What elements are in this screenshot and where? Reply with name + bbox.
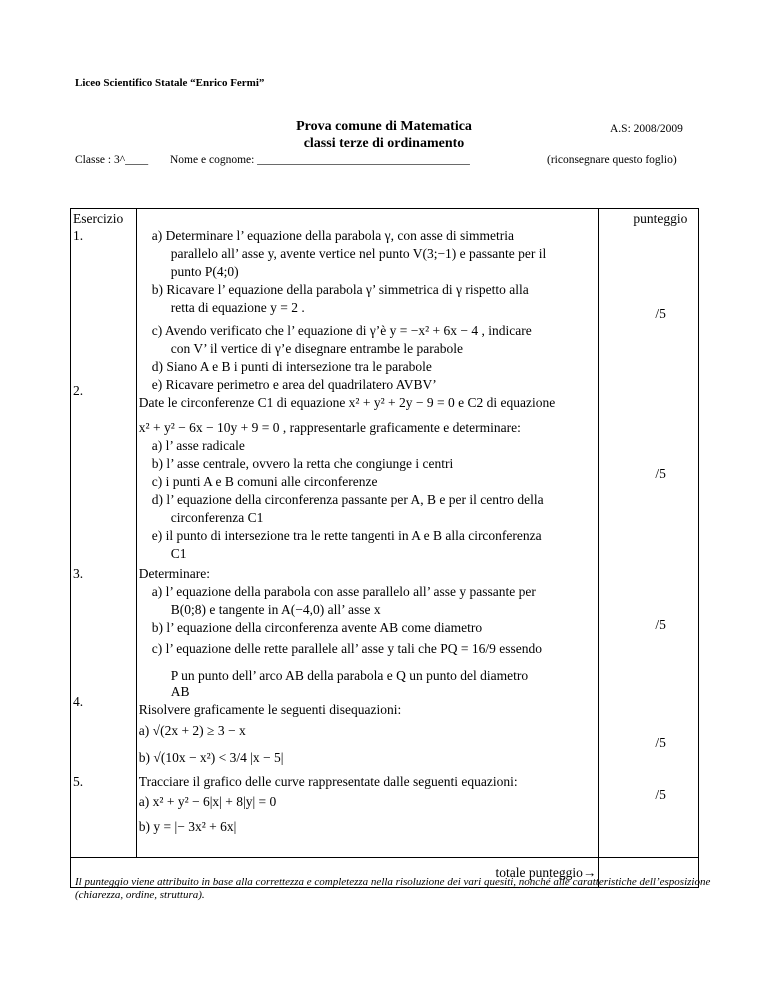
exercise-5-line: a) x² + y² − 6|x| + 8|y| = 0 <box>138 794 277 809</box>
score-slot: /5 <box>655 787 666 802</box>
exercise-table <box>70 208 699 888</box>
exercise-5-line: Tracciare il grafico delle curve rappresentate dalle seguenti equazioni: <box>138 774 518 789</box>
exercise-number: 4. <box>73 694 84 709</box>
exercise-1-line: parallelo all’ asse y, avente vertice nel punto V(3;−1) e passante per il <box>170 246 547 261</box>
exercise-2-line: b) l’ asse centrale, ovvero la retta che congiunge i centri <box>151 456 454 471</box>
exercise-2-line: c) i punti A e B comuni alle circonferenze <box>151 474 378 489</box>
exercise-2-line: e) il punto di intersezione tra le rette tangenti in A e B alla circonferenza <box>151 528 542 543</box>
classe-field: Classe : 3^____ <box>75 154 149 166</box>
exercise-1-line: con V’ il vertice di γ’e disegnare entrambe le parabole <box>170 341 464 356</box>
return-note: (riconsegnare questo foglio) <box>547 154 677 166</box>
exercise-text-column <box>136 209 599 858</box>
header-punteggio: punteggio <box>633 211 688 226</box>
exercise-number: 3. <box>73 566 84 581</box>
exercise-4-line: b) √(10x − x²) < 3/4 |x − 5| <box>138 750 284 765</box>
exercise-1-line: a) Determinare l’ equazione della parabola γ, con asse di simmetria <box>151 228 514 243</box>
exercise-3-line: Determinare: <box>138 566 211 581</box>
exercise-1-line: b) Ricavare l’ equazione della parabola γ’ simmetrica di γ rispetto alla <box>151 282 529 297</box>
title-line-2: classi terze di ordinamento <box>303 136 465 151</box>
score-slot: /5 <box>655 466 666 481</box>
exercise-number: 5. <box>73 774 84 789</box>
exercise-2-line: circonferenza C1 <box>170 510 264 525</box>
exercise-3-line: b) l’ equazione della circonferenza avente AB come diametro <box>151 620 483 635</box>
school-year: A.S: 2008/2009 <box>610 123 683 135</box>
header-esercizio: Esercizio <box>73 211 124 226</box>
exercise-2-line: Date le circonferenze C1 di equazione x² + y² + 2y − 9 = 0 e C2 di equazione <box>138 395 556 410</box>
exercise-1-line: retta di equazione y = 2 . <box>170 300 305 315</box>
name-field: Nome e cognome: _____________________________________ <box>170 154 470 166</box>
exercise-2-line: x² + y² − 6x − 10y + 9 = 0 , rappresentarle graficamente e determinare: <box>138 420 521 435</box>
exercise-5-line: b) y = |− 3x² + 6x| <box>138 819 237 834</box>
exercise-2-line: a) l’ asse radicale <box>151 438 245 453</box>
total-label: totale punteggio→ <box>495 864 597 880</box>
school-name: Liceo Scientifico Statale “Enrico Fermi” <box>75 77 265 89</box>
exercise-3-line: P un punto dell’ arco AB della parabola e Q un punto del diametro <box>170 668 529 683</box>
score-slot: /5 <box>655 735 666 750</box>
exercise-1-line: d) Siano A e B i punti di intersezione tra le parabole <box>151 359 432 374</box>
exercise-3-line: c) l’ equazione delle rette parallele all’ asse y tali che PQ = 16/9 essendo <box>151 641 542 656</box>
table-row-exercises <box>71 209 699 858</box>
exercise-1-line: e) Ricavare perimetro e area del quadrilatero AVBV’ <box>151 377 437 392</box>
exercise-1-line: punto P(4;0) <box>170 264 239 279</box>
exercise-4-line: Risolvere graficamente le seguenti disequazioni: <box>138 702 402 717</box>
exercise-2-line: d) l’ equazione della circonferenza passante per A, B e per il centro della <box>151 492 544 507</box>
title-line-1: Prova comune di Matematica <box>296 119 472 134</box>
score-column <box>599 209 699 858</box>
score-slot: /5 <box>655 617 666 632</box>
exercise-number: 2. <box>73 383 84 398</box>
exercise-4-line: a) √(2x + 2) ≥ 3 − x <box>138 723 246 738</box>
exercise-number-column <box>71 209 137 858</box>
exercise-3-line: B(0;8) e tangente in A(−4,0) all’ asse x <box>170 602 381 617</box>
exercise-1-line: c) Avendo verificato che l’ equazione di γ’è y = −x² + 6x − 4 , indicare <box>151 323 532 338</box>
exercise-number: 1. <box>73 228 84 243</box>
exercise-2-line: C1 <box>170 546 187 561</box>
footer-note: Il punteggio viene attribuito in base alla correttezza e completezza nella risoluzione dei vari quesiti, nonché alle caratteristiche dell’esposizione (chiarezza, ordine, struttura). <box>75 876 711 901</box>
exercise-3-line: a) l’ equazione della parabola con asse parallelo all’ asse y passante per <box>151 584 536 599</box>
score-slot: /5 <box>655 306 666 321</box>
exercise-3-line: AB <box>170 684 190 699</box>
